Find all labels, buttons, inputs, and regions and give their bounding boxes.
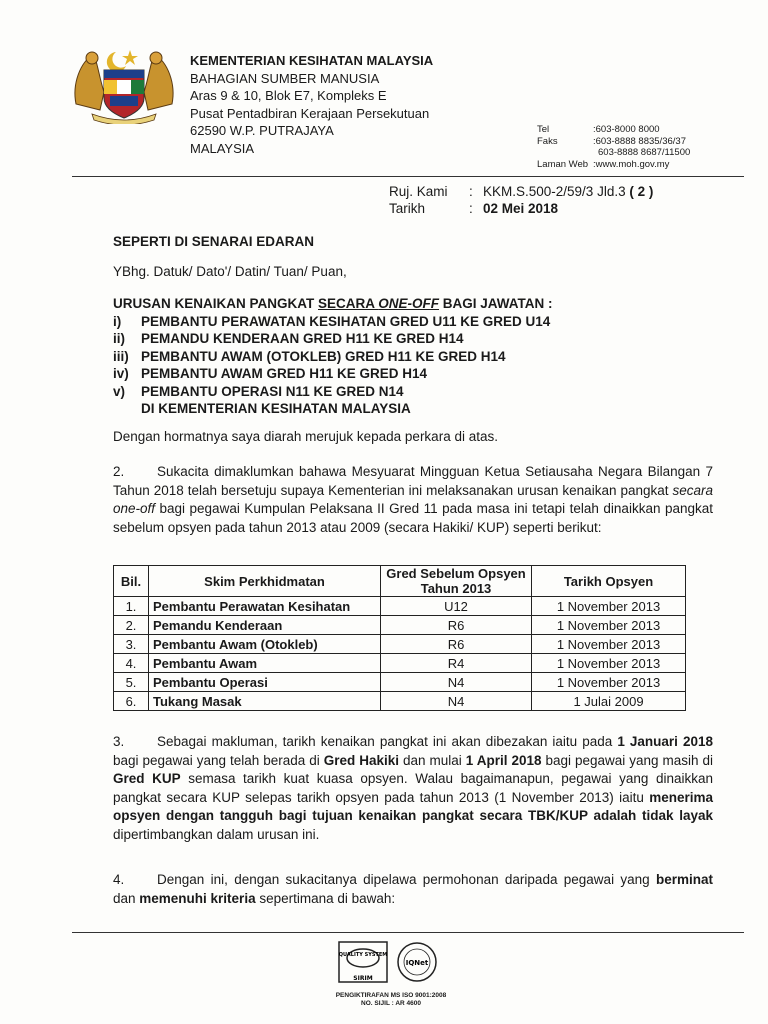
address-line: BAHAGIAN SUMBER MANUSIA — [190, 70, 380, 86]
table-row: 3. Pembantu Awam (Otokleb) R6 1 November 2013 — [114, 635, 686, 654]
subject-item: i) PEMBANTU PERAWATAN KESIHATAN GRED U11 KE GRED U14 — [113, 313, 551, 329]
subject-item: iv) PEMBANTU AWAM GRED H11 KE GRED H14 — [113, 366, 428, 381]
contact-row: 603-8888 8687/11500 — [598, 147, 691, 158]
reference-block: Ruj. Kami : KKM.S.500-2/59/3 Jld.3 ( 2 ) Tarikh : 02 Mei 2018 — [389, 184, 654, 216]
table-row: 4. Pembantu Awam R4 1 November 2013 — [114, 654, 686, 673]
header-divider — [72, 176, 744, 177]
letterhead-address — [190, 52, 433, 157]
table-row: 1. Pembantu Perawatan Kesihatan U12 1 November 2013 — [114, 597, 686, 616]
subject-item: v) PEMBANTU OPERASI N11 KE GRED N14 — [113, 383, 404, 399]
table-header-row — [114, 566, 686, 597]
svg-text:SIRIM: SIRIM — [353, 975, 373, 982]
contact-row: Tel :603-8000 8000 — [537, 124, 660, 135]
ref-suffix: ( 2 ) — [629, 184, 654, 199]
contact-row: Laman Web :www.moh.gov.my — [537, 158, 670, 170]
subject-title: URUSAN KENAIKAN PANGKAT SECARA ONE-OFF BAGI JAWATAN : — [113, 296, 553, 311]
subject-heading — [113, 295, 553, 418]
ref-label: Ruj. Kami — [389, 184, 448, 199]
government-crest-logo — [70, 44, 178, 124]
paragraph-4: 4. Dengan ini, dengan sukacitanya dipelawa permohonan daripada pegawai yang berminat dan memenuhi kriteria sepertimana di bawah: — [113, 872, 713, 906]
address-line: 62590 W.P. PUTRAJAYA — [190, 123, 334, 138]
subject-closing: DI KEMENTERIAN KESIHATAN MALAYSIA — [141, 401, 411, 416]
address-line: Aras 9 & 10, Blok E7, Kompleks E — [190, 88, 387, 103]
date-label: Tarikh — [389, 201, 426, 216]
date-value: 02 Mei 2018 — [483, 201, 559, 216]
paragraph-2: 2. Sukacita dimaklumkan bahawa Mesyuarat Mingguan Ketua Setiausaha Negara Bilangan 7 Tahun 2018 telah bersetuju supaya Kementerian ini melaksanakan urusan kenaikan pangkat secara one-off bagi pegawai Kumpulan Pelaksana II Gred 11 pada masa ini tetapi telah dinaikkan pangkat sebelum opsyen pada tahun 2013 atau 2009 (secara Hakiki/ KUP) seperti berikut: — [113, 464, 713, 535]
table-row: 2. Pemandu Kenderaan R6 1 November 2013 — [114, 616, 686, 635]
subject-item: iii) PEMBANTU AWAM (OTOKLEB) GRED H11 KE GRED H14 — [113, 348, 506, 364]
table-row: 5. Pembantu Operasi N4 1 November 2013 — [114, 673, 686, 692]
salutation: YBhg. Datuk/ Dato'/ Datin/ Tuan/ Puan, — [113, 264, 347, 279]
grade-table — [113, 565, 686, 711]
col-header: Bil. — [114, 566, 149, 597]
footer-divider — [72, 932, 744, 933]
address-line: MALAYSIA — [190, 140, 255, 156]
col-header: Tarikh Opsyen — [532, 566, 686, 597]
ref-number: KKM.S.500-2/59/3 Jld.3 — [483, 184, 626, 199]
contact-row: Faks :603-8888 8835/36/37 — [537, 135, 686, 147]
col-header: Gred Sebelum Opsyen Tahun 2013 — [381, 566, 532, 597]
iso-certification-logo — [337, 940, 445, 1000]
certification-text: PENGIKTIRAFAN MS ISO 9001:2008 NO. SIJIL : AR 4600 — [335, 992, 447, 1007]
org-name: KEMENTERIAN KESIHATAN MALAYSIA — [190, 53, 434, 68]
recipient: SEPERTI DI SENARAI EDARAN — [113, 234, 315, 249]
table-row: 6. Tukang Masak N4 1 Julai 2009 — [114, 692, 686, 711]
col-header: Skim Perkhidmatan — [149, 566, 381, 597]
svg-text:IQNet: IQNet — [405, 959, 429, 967]
paragraph-1: Dengan hormatnya saya diarah merujuk kepada perkara di atas. — [113, 429, 498, 444]
svg-text:QUALITY SYSTEM: QUALITY SYSTEM — [338, 952, 388, 958]
address-line: Pusat Pentadbiran Kerajaan Persekutuan — [190, 105, 430, 121]
paragraph-3: 3. Sebagai makluman, tarikh kenaikan pangkat ini akan dibezakan iaitu pada 1 Januari 2018 bagi pegawai yang telah berada di Gred Hakiki dan mulai 1 April 2018 bagi pegawai yang masih di Gred KUP semasa tarikh kuat kuasa opsyen. Walau bagaimanapun, pegawai yang dinaikkan pangkat secara KUP selepas tarikh opsyen pada tahun 2013 (1 November 2013) iaitu menerima opsyen dengan tangguh bagi tujuan kenaikan pangkat secara TBK/KUP adalah tidak layak dipertimbangkan dalam urusan ini. — [113, 734, 714, 842]
subject-item: ii) PEMANDU KENDERAAN GRED H11 KE GRED H14 — [113, 331, 464, 346]
contact-info — [537, 124, 690, 170]
